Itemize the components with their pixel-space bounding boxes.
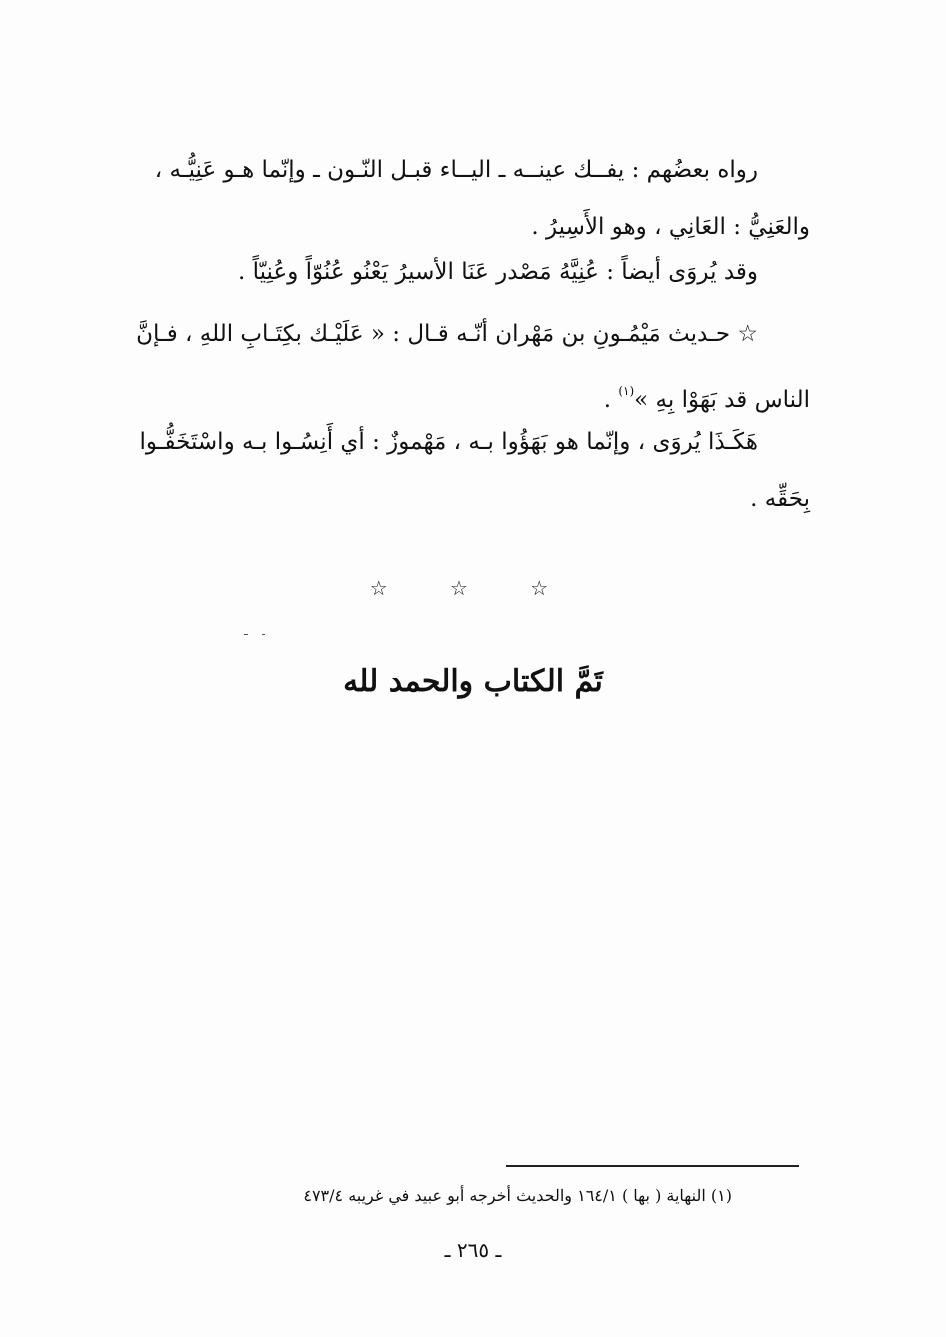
paragraph-3-line-1: ☆ حـديث مَيْمُـونِ بن مَهْران أنّـه قـال : « عَلَيْـك بكِتَـابِ اللهِ ، فـإنَّ: [136, 321, 758, 347]
paragraph-4-line-1: هَكَـذَا يُروَى ، وإنّما هو بَهَؤُوا بـه ، مَهْموزٌ : أي أَنِسُـوا بـه واسْتَخَفُّـوا: [139, 429, 758, 455]
end-of-book-title: تَمَّ الكتاب والحمد لله: [343, 664, 603, 699]
scan-speck: [244, 634, 248, 635]
footnote-divider: [506, 1165, 799, 1167]
paragraph-1: [138, 142, 810, 256]
paragraph-3: [138, 306, 810, 429]
paragraph-3-line-2-text: الناس قد بَهَوْا بِهِ »: [634, 387, 810, 413]
paragraph-1-line-1: رواه بعضُهم : يفــك عينــه ـ اليــاء قبـل النّـون ـ وإنّما هـو عَنِيُّـه ،: [154, 157, 758, 183]
paragraph-2: [138, 244, 810, 301]
paragraph-3-tail: .: [603, 387, 619, 413]
paragraph-4: [138, 414, 810, 528]
page-number: ـ ٢٦٥ ـ: [444, 1238, 502, 1262]
separator-stars: ☆ ☆ ☆: [369, 576, 577, 600]
paragraph-4-line-2: بِحَقِّه .: [750, 486, 810, 512]
footnote-text: (١) النهاية ( بها ) ١٦٤/١ والحديث أخرجه أبو عبيد في غريبه ٤٧٣/٤: [303, 1186, 732, 1205]
paragraph-1-line-2: والعَنِيُّ : العَانِي ، وهو الأَسِيرُ .: [531, 214, 810, 240]
footnote-reference: (١): [618, 384, 635, 398]
scan-speck: [262, 634, 265, 635]
paragraph-2-line-1: وقد يُروَى أيضاً : عُنِيَّهُ مَصْدر عَنَا الأسيرُ يَعْنُو عُنُوّاً وعُنِيّاً .: [237, 259, 758, 285]
